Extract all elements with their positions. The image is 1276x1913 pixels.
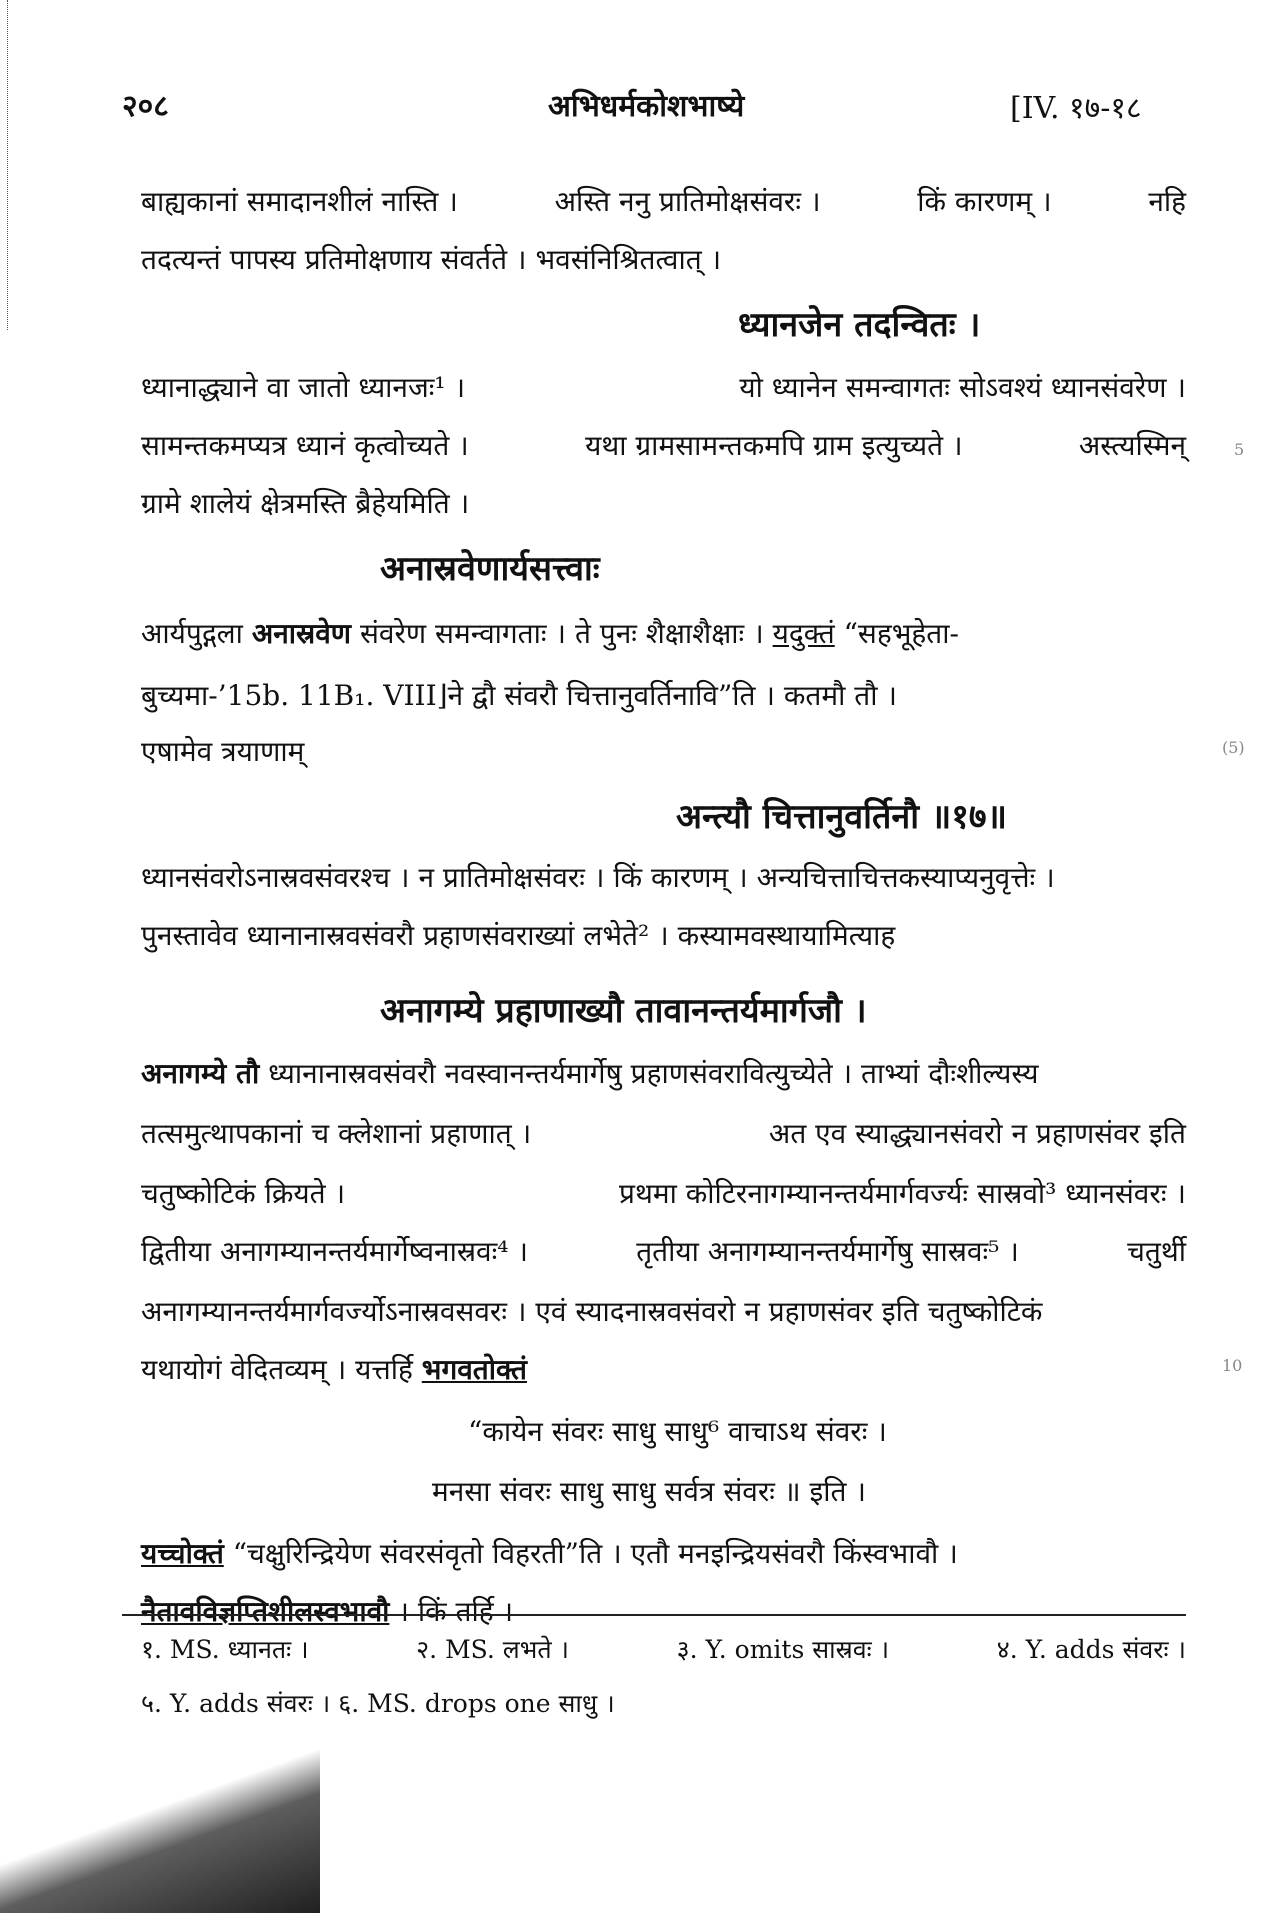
underlined-term: भगवतोक्तं [421,1353,527,1386]
text-line-14 [141,1235,1186,1268]
text-segment: यो ध्यानेन समन्वागतः सोऽवश्यं ध्यानसंवरेण । [739,371,1186,404]
page-number: २०८ [122,89,169,124]
text-segment: प्रथमा कोटिरनागम्यानन्तर्यमार्गवर्ज्यः सास्रवो³ ध्यानसंवरः । [619,1177,1186,1210]
footnote: १. MS. ध्यानतः । [141,1635,309,1664]
text-segment: अत एव स्याद्ध्यानसंवरो न प्रहाणसंवर इति [768,1117,1186,1150]
verse-line-2: अनास्रवेणार्यसत्त्वाः [380,549,600,589]
footnote: ३. Y. omits सास्रवः । [676,1635,890,1664]
footnote: ४. Y. adds संवरः । [996,1635,1186,1664]
text-line-17 [141,1537,958,1570]
text-line-16 [141,1353,527,1386]
text-segment: “चक्षुरिन्द्रियेण संवरसंवृतो विहरती”ति । एतौ मनइन्द्रियसंवरौ किंस्वभावौ । [223,1537,958,1570]
bold-term: अनागम्ये तौ [141,1057,260,1090]
footnote-line-1 [141,1632,1186,1666]
bold-term: अनास्रवेण [251,617,352,650]
scan-edge [0,0,8,330]
text-segment: चतुर्थी [1127,1235,1186,1268]
text-line-12 [141,1117,1186,1150]
underlined-term: यच्चोक्तं [141,1537,224,1570]
quote-line-2: मनसा संवरः साधु साधु सर्वत्र संवरः ॥ इति । [432,1475,866,1508]
margin-line-number: 10 [1222,1356,1243,1375]
text-line-11 [141,1057,1039,1090]
text-segment: बाह्यकानां समादानशीलं नास्ति । [141,185,458,218]
text-segment: अस्ति ननु प्रातिमोक्षसंवरः । [554,185,821,218]
text-line-10: पुनस्तावेव ध्यानानास्रवसंवरौ प्रहाणसंवराख्यां लभेते² । कस्यामवस्थायामित्याह [141,919,896,952]
text-line-13 [141,1177,1186,1210]
margin-line-number: 5 [1234,440,1245,459]
text-segment: सामन्तकमप्यत्र ध्यानं कृत्वोच्यते । [141,429,469,462]
text-segment: आर्यपुद्गला [141,617,252,650]
text-segment: । किं तर्हि । [389,1595,514,1628]
text-segment: यथा ग्रामसामन्तकमपि ग्राम इत्युच्यते । [585,429,963,462]
footnote-rule [122,1614,1186,1616]
footnote-line-2: ५. Y. adds संवरः । ६. MS. drops one साधु । [141,1689,615,1718]
verse-line-4: अनागम्ये प्रहाणाख्यौ तावानन्तर्यमार्गजौ । [380,991,867,1031]
text-segment: द्वितीया अनागम्यानन्तर्यमार्गेष्वनास्रवः⁴ । [141,1235,529,1268]
text-segment: चतुष्कोटिकं क्रियते । [141,1177,346,1210]
text-segment: अस्त्यस्मिन् [1078,429,1186,462]
text-segment: तृतीया अनागम्यानन्तर्यमार्गेषु सास्रवः⁵ । [636,1235,1019,1268]
text-line-8: एषामेव त्रयाणाम् [141,735,305,768]
quote-line-1: “कायेन संवरः साधु साधु⁶ वाचाऽथ संवरः । [468,1415,887,1448]
text-line-2: तदत्यन्तं पापस्य प्रतिमोक्षणाय संवर्तते । भवसंनिश्रितत्वात् । [141,243,722,276]
text-segment: ध्यानाद्ध्याने वा जातो ध्यानजः¹ । [141,371,466,404]
text-segment: ध्यानानास्रवसंवरौ नवस्वानन्तर्यमार्गेषु प्रहाणसंवरावित्युच्येते । ताभ्यां दौःशील्यस्य [259,1057,1039,1090]
text-line-18 [141,1595,514,1628]
underlined-term: नैतावविज्ञप्तिशीलस्वभावौ [141,1595,390,1628]
text-line-5: ग्रामे शालेयं क्षेत्रमस्ति ब्रैहेयमिति । [141,487,470,520]
text-line-7: बुच्यमा-’15b. 11B₁. VIII⌋ने द्वौ संवरौ चित्तानुवर्तिनावि”ति । कतमौ तौ । [141,679,897,712]
running-title: अभिधर्मकोशभाष्ये [548,89,745,124]
verse-line-1: ध्यानजेन तदन्वितः । [738,305,981,345]
text-line-1 [141,185,1186,218]
text-line-6 [141,617,959,650]
section-reference: [IV. १७-१८ [1010,91,1142,126]
text-segment: किं कारणम् । [917,185,1052,218]
text-segment: नहि [1148,185,1186,218]
text-segment: “सहभूहेता- [834,617,959,650]
verse-line-3: अन्त्यौ चित्तानुवर्तिनौ ॥१७॥ [676,797,1007,837]
footnote: २. MS. लभते । [416,1635,569,1664]
text-segment: तत्समुत्थापकानां च क्लेशानां प्रहाणात् । [141,1117,532,1150]
text-line-4 [141,429,1186,462]
text-segment: यथायोगं वेदितव्यम् । यत्तर्हि [141,1353,422,1386]
text-segment: संवरेण समन्वागताः । ते पुनः शैक्षाशैक्षाः । [351,617,773,650]
scan-shadow [0,1730,320,1913]
text-line-15: अनागम्यानन्तर्यमार्गवर्ज्योऽनास्रवसवरः । एवं स्यादनास्रवसंवरो न प्रहाणसंवर इति चतुष्कोटिकं [141,1295,1043,1328]
underlined-term: यदुक्तं [772,617,835,650]
text-line-9: ध्यानसंवरोऽनास्रवसंवरश्च । न प्रातिमोक्षसंवरः । किं कारणम् । अन्यचित्ताचित्तकस्याप्यनुवृत्तेः । [141,861,1055,894]
margin-line-number: (5) [1222,738,1245,757]
text-line-3 [141,371,1186,404]
